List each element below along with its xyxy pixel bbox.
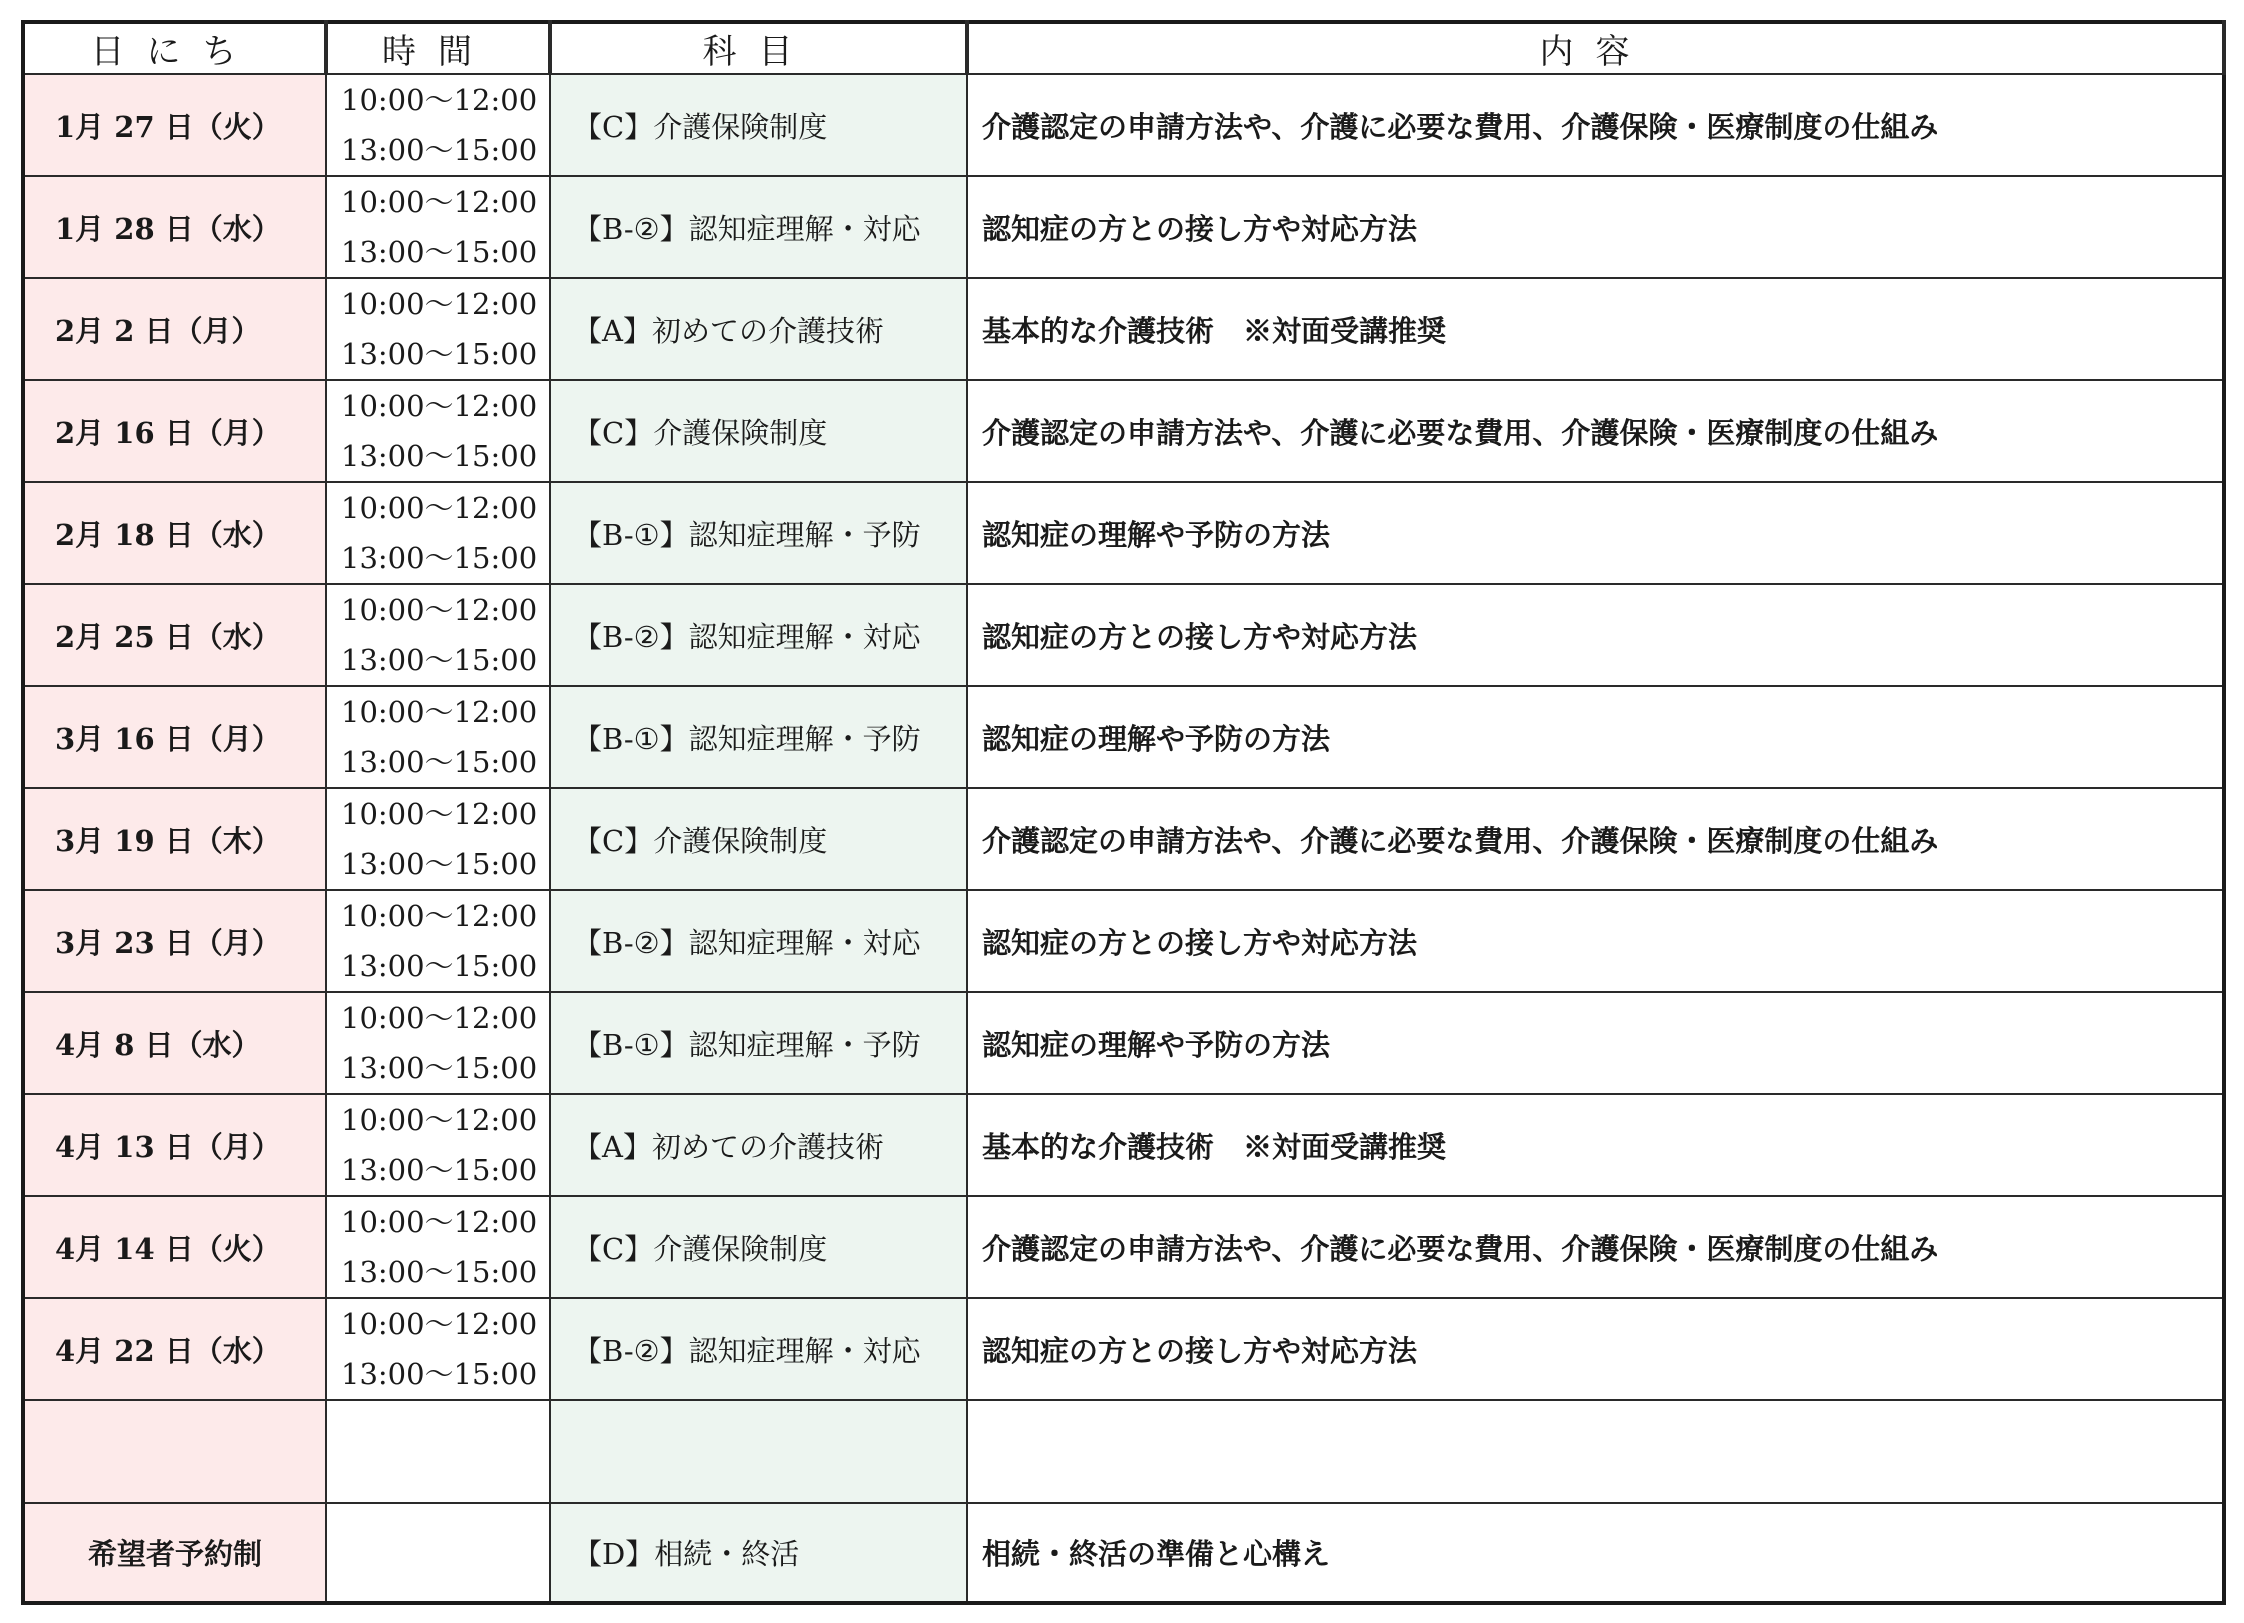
- morning-time: 10:00～12:00: [341, 1307, 538, 1341]
- time-cell: [326, 890, 550, 992]
- date-cell: 4月 13 日（月）: [23, 1094, 326, 1196]
- afternoon-time: 13:00～15:00: [341, 1051, 538, 1085]
- date-cell: 3月 23 日（月）: [23, 890, 326, 992]
- date-cell: 2月 25 日（水）: [23, 584, 326, 686]
- content-cell: 基本的な介護技術 ※対面受講推奨: [967, 1094, 2224, 1196]
- subject-cell: 【C】介護保険制度: [550, 788, 967, 890]
- date-cell: 2月 18 日（水）: [23, 482, 326, 584]
- table-row: [23, 176, 2224, 278]
- content-cell: 介護認定の申請方法や、介護に必要な費用、介護保険・医療制度の仕組み: [967, 788, 2224, 890]
- morning-time: 10:00～12:00: [341, 287, 538, 321]
- table-row: [23, 1196, 2224, 1298]
- subject-cell: 【C】介護保険制度: [550, 74, 967, 176]
- morning-time: 10:00～12:00: [341, 1103, 538, 1137]
- blank-row: [23, 1400, 2224, 1503]
- table-row: [23, 686, 2224, 788]
- table-row: [23, 584, 2224, 686]
- afternoon-time: 13:00～15:00: [341, 1255, 538, 1289]
- time-cell: [326, 1094, 550, 1196]
- blank-subject-cell: [550, 1400, 967, 1503]
- subject-cell: 【B-②】認知症理解・対応: [550, 1298, 967, 1400]
- time-cell: [326, 584, 550, 686]
- date-cell: 3月 16 日（月）: [23, 686, 326, 788]
- afternoon-time: 13:00～15:00: [341, 235, 538, 269]
- afternoon-time: 13:00～15:00: [341, 1153, 538, 1187]
- reservation-date: 希望者予約制: [23, 1503, 326, 1603]
- afternoon-time: 13:00～15:00: [341, 745, 538, 779]
- morning-time: 10:00～12:00: [341, 695, 538, 729]
- table-row: [23, 278, 2224, 380]
- header-time: 時間: [326, 22, 550, 74]
- reservation-time-cell: [326, 1503, 550, 1603]
- reservation-content: 相続・終活の準備と心構え: [967, 1503, 2224, 1603]
- afternoon-time: 13:00～15:00: [341, 439, 538, 473]
- subject-cell: 【B-②】認知症理解・対応: [550, 890, 967, 992]
- subject-cell: 【A】初めての介護技術: [550, 1094, 967, 1196]
- subject-cell: 【C】介護保険制度: [550, 1196, 967, 1298]
- content-cell: 介護認定の申請方法や、介護に必要な費用、介護保険・医療制度の仕組み: [967, 74, 2224, 176]
- afternoon-time: 13:00～15:00: [341, 133, 538, 167]
- date-cell: 4月 14 日（火）: [23, 1196, 326, 1298]
- header-row: [23, 22, 2224, 74]
- content-cell: 認知症の理解や予防の方法: [967, 686, 2224, 788]
- date-cell: 2月 2 日（月）: [23, 278, 326, 380]
- content-cell: 認知症の方との接し方や対応方法: [967, 584, 2224, 686]
- table-row: [23, 482, 2224, 584]
- table-row: [23, 1298, 2224, 1400]
- header-subject: 科目: [550, 22, 967, 74]
- subject-cell: 【C】介護保険制度: [550, 380, 967, 482]
- content-cell: 認知症の理解や予防の方法: [967, 482, 2224, 584]
- blank-date-cell: [23, 1400, 326, 1503]
- time-cell: [326, 1298, 550, 1400]
- content-cell: 認知症の方との接し方や対応方法: [967, 890, 2224, 992]
- subject-cell: 【B-①】認知症理解・予防: [550, 686, 967, 788]
- time-cell: [326, 686, 550, 788]
- time-cell: [326, 278, 550, 380]
- table-row: [23, 992, 2224, 1094]
- content-cell: 介護認定の申請方法や、介護に必要な費用、介護保険・医療制度の仕組み: [967, 380, 2224, 482]
- afternoon-time: 13:00～15:00: [341, 541, 538, 575]
- content-cell: 認知症の方との接し方や対応方法: [967, 176, 2224, 278]
- time-cell: [326, 74, 550, 176]
- morning-time: 10:00～12:00: [341, 491, 538, 525]
- date-cell: 1月 28 日（水）: [23, 176, 326, 278]
- subject-cell: 【B-②】認知症理解・対応: [550, 176, 967, 278]
- reservation-row: [23, 1503, 2224, 1603]
- morning-time: 10:00～12:00: [341, 899, 538, 933]
- morning-time: 10:00～12:00: [341, 83, 538, 117]
- date-cell: 1月 27 日（火）: [23, 74, 326, 176]
- reservation-subject: 【D】相続・終活: [550, 1503, 967, 1603]
- morning-time: 10:00～12:00: [341, 185, 538, 219]
- afternoon-time: 13:00～15:00: [341, 949, 538, 983]
- table-header: [23, 22, 2224, 74]
- time-cell: [326, 992, 550, 1094]
- subject-cell: 【A】初めての介護技術: [550, 278, 967, 380]
- afternoon-time: 13:00～15:00: [341, 337, 538, 371]
- time-cell: [326, 380, 550, 482]
- subject-cell: 【B-①】認知症理解・予防: [550, 992, 967, 1094]
- blank-time-cell: [326, 1400, 550, 1503]
- table-row: [23, 1094, 2224, 1196]
- time-cell: [326, 788, 550, 890]
- morning-time: 10:00～12:00: [341, 1205, 538, 1239]
- time-cell: [326, 176, 550, 278]
- morning-time: 10:00～12:00: [341, 593, 538, 627]
- content-cell: 基本的な介護技術 ※対面受講推奨: [967, 278, 2224, 380]
- table-row: [23, 74, 2224, 176]
- morning-time: 10:00～12:00: [341, 1001, 538, 1035]
- table-row: [23, 788, 2224, 890]
- subject-cell: 【B-①】認知症理解・予防: [550, 482, 967, 584]
- date-cell: 4月 22 日（水）: [23, 1298, 326, 1400]
- time-cell: [326, 1196, 550, 1298]
- content-cell: 認知症の理解や予防の方法: [967, 992, 2224, 1094]
- content-cell: 介護認定の申請方法や、介護に必要な費用、介護保険・医療制度の仕組み: [967, 1196, 2224, 1298]
- blank-content-cell: [967, 1400, 2224, 1503]
- morning-time: 10:00～12:00: [341, 797, 538, 831]
- morning-time: 10:00～12:00: [341, 389, 538, 423]
- afternoon-time: 13:00～15:00: [341, 1357, 538, 1391]
- header-date: 日にち: [23, 22, 326, 74]
- header-content: 内容: [967, 22, 2224, 74]
- table-row: [23, 380, 2224, 482]
- time-cell: [326, 482, 550, 584]
- afternoon-time: 13:00～15:00: [341, 847, 538, 881]
- date-cell: 3月 19 日（木）: [23, 788, 326, 890]
- schedule-table: [21, 20, 2226, 1605]
- subject-cell: 【B-②】認知症理解・対応: [550, 584, 967, 686]
- table-row: [23, 890, 2224, 992]
- table-body: [23, 74, 2224, 1603]
- content-cell: 認知症の方との接し方や対応方法: [967, 1298, 2224, 1400]
- date-cell: 4月 8 日（水）: [23, 992, 326, 1094]
- date-cell: 2月 16 日（月）: [23, 380, 326, 482]
- afternoon-time: 13:00～15:00: [341, 643, 538, 677]
